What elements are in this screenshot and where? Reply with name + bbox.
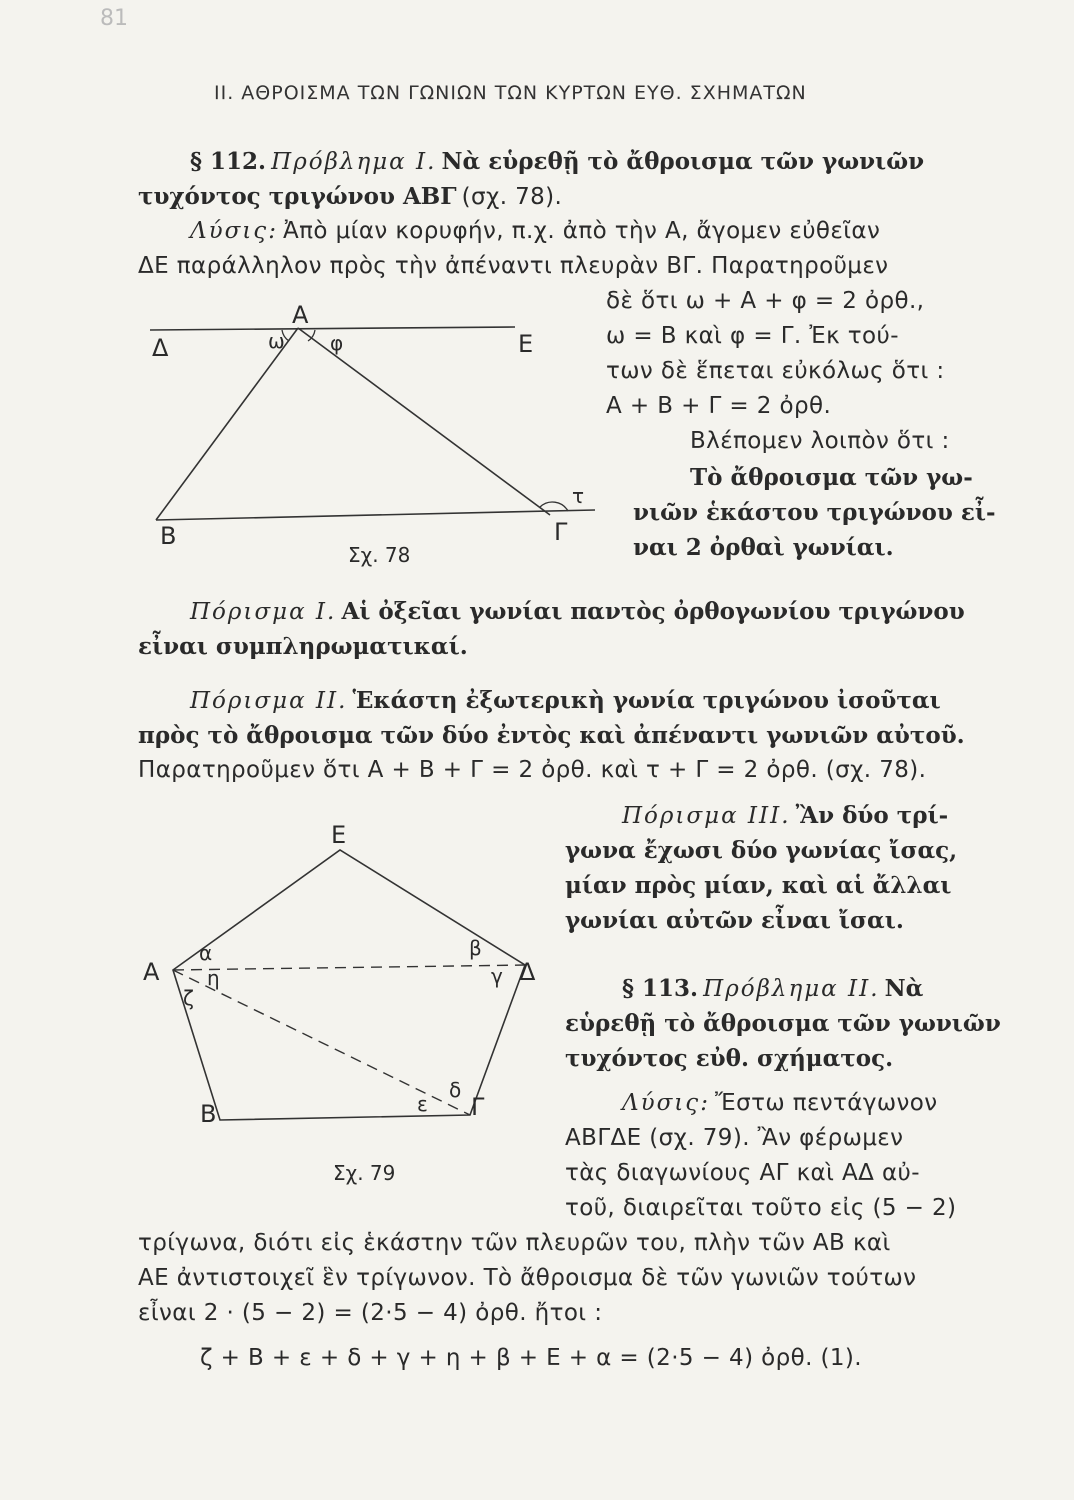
label-B: Β: [200, 1100, 217, 1128]
porisma-1-label: Πόρισμα Ι.: [190, 599, 337, 625]
label-phi: φ: [330, 331, 344, 355]
section-113-lysis-2: ΑΒΓΔΕ (σχ. 79). Ἂν φέρωμεν: [565, 1125, 904, 1151]
label-D: Δ: [152, 334, 169, 362]
section-113-lysis-5: τρίγωνα, διότι εἰς ἑκάστην τῶν πλευρῶν του, πλὴν τῶν ΑΒ καὶ: [138, 1230, 891, 1256]
pentagon-abgde: [173, 850, 525, 1120]
right-text-3: των δὲ ἕπεται εὐκόλως ὅτι :: [606, 358, 945, 384]
label-beta: β: [469, 936, 482, 960]
lysis-text-1: Ἀπὸ μίαν κορυφήν, π.χ. ἀπὸ τὴν Α, ἄγομεν εὐθεῖαν: [283, 218, 881, 244]
porisma-2-line1: [190, 687, 941, 714]
right-text-1: δὲ ὅτι ω + Α + φ = 2 ὀρθ.,: [606, 288, 925, 314]
section-112-line1: [190, 148, 924, 175]
label-E: Ε: [518, 330, 534, 358]
porisma-2-text-1: Ἑκάστη ἐξωτερικὴ γωνία τριγώνου ἰσοῦται: [352, 687, 941, 714]
right-text-5: Βλέπομεν λοιπὸν ὅτι :: [690, 428, 950, 454]
porisma-3-label: Πόρισμα ΙΙΙ.: [622, 803, 791, 829]
figure-78-caption: Σχ. 78: [348, 543, 411, 567]
section-113-lysis-label: Λύσις:: [622, 1090, 710, 1116]
figure-79: [135, 815, 555, 1190]
page-number: 81: [100, 6, 128, 31]
section-112-label: Πρόβλημα Ι.: [271, 149, 437, 175]
label-G: Γ: [554, 518, 568, 546]
section-112-line2: [138, 183, 562, 210]
section-113-lysis-line1: [622, 1090, 937, 1116]
line-de: [150, 327, 515, 330]
section-112-title-2: τυχόντος τριγώνου ΑΒΓ: [138, 183, 457, 210]
right-text-2: ω = Β καὶ φ = Γ. Ἐκ τού-: [606, 323, 899, 349]
label-G: Γ: [471, 1093, 485, 1121]
right-text-4: Α + Β + Γ = 2 ὀρθ.: [606, 393, 832, 419]
section-113-lysis-6: ΑΕ ἀντιστοιχεῖ ἓν τρίγωνον. Τὸ ἄθροισμα δὲ τῶν γωνιῶν τούτων: [138, 1265, 917, 1291]
label-gamma: γ: [491, 964, 503, 988]
label-B: Β: [160, 522, 177, 550]
section-113-label: Πρόβλημα ΙΙ.: [703, 976, 880, 1002]
diagonal-ad: [173, 965, 525, 970]
porisma-3-text-3: μίαν πρὸς μίαν, καὶ αἱ ἄλλαι: [565, 872, 952, 899]
porisma-3-text-2: γωνα ἔχωσι δύο γωνίας ἴσας,: [565, 837, 958, 864]
angle-sum-formula: ζ + Β + ε + δ + γ + η + β + Ε + α = (2·5 − 4) ὀρθ. (1).: [200, 1345, 863, 1371]
label-D: Δ: [519, 958, 536, 986]
section-112-lysis-line1: [190, 218, 880, 244]
side-ab: [156, 328, 298, 520]
label-tau: τ: [572, 484, 585, 508]
label-omega: ω: [268, 329, 285, 353]
section-112-title-1: Νὰ εὑρεθῇ τὸ ἄθροισμα τῶν γωνιῶν: [441, 148, 925, 175]
section-113-lysis-7: εἶναι 2 · (5 − 2) = (2·5 − 4) ὀρθ. ἤτοι :: [138, 1300, 603, 1326]
porisma-1-text-2: εἶναι συμπληρωματικαί.: [138, 633, 468, 660]
label-alpha: α: [199, 941, 213, 965]
figure-79-caption: Σχ. 79: [333, 1161, 396, 1185]
porisma-2-label: Πόρισμα ΙΙ.: [190, 688, 348, 714]
side-ag: [298, 328, 550, 515]
section-113-title-1: Νὰ: [884, 975, 924, 1002]
porisma-3-text-4: γωνίαι αὐτῶν εἶναι ἴσαι.: [565, 907, 904, 934]
lysis-label: Λύσις:: [190, 218, 278, 244]
porisma-1-text-1: Αἱ ὀξεῖαι γωνίαι παντὸς ὀρθογωνίου τριγώνου: [341, 598, 965, 625]
porisma-3-text-1: Ἂν δύο τρί-: [795, 802, 949, 829]
theorem-line-1: Τὸ ἄθροισμα τῶν γω-: [690, 464, 973, 491]
section-113-title-2: εὑρεθῇ τὸ ἄθροισμα τῶν γωνιῶν: [565, 1010, 1001, 1037]
theorem-line-3: ναι 2 ὀρθαὶ γωνίαι.: [633, 534, 894, 561]
section-113-lysis-3: τὰς διαγωνίους ΑΓ καὶ ΑΔ αὐ-: [565, 1160, 920, 1186]
section-113-title-3: τυχόντος εὐθ. σχήματος.: [565, 1045, 894, 1072]
label-epsilon: ε: [417, 1092, 428, 1116]
porisma-2-text-2: πρὸς τὸ ἄθροισμα τῶν δύο ἐντὸς καὶ ἀπέναντι γωνιῶν αὐτοῦ.: [138, 722, 965, 749]
porisma-3-line1: [622, 802, 948, 829]
label-eta: η: [207, 966, 220, 990]
porisma-2-text-3: Παρατηροῦμεν ὅτι Α + Β + Γ = 2 ὀρθ. καὶ τ + Γ = 2 ὀρθ. (σχ. 78).: [138, 757, 927, 783]
figure-78: [140, 290, 600, 580]
angle-tau-arc: [540, 502, 568, 511]
theorem-line-2: νιῶν ἑκάστου τριγώνου εἶ-: [633, 499, 996, 526]
lysis-text-2: ΔΕ παράλληλον πρὸς τὴν ἀπέναντι πλευρὰν ΒΓ. Παρατηροῦμεν: [138, 253, 889, 279]
label-delta: δ: [449, 1078, 462, 1102]
porisma-1-line1: [190, 598, 965, 625]
section-113-number: § 113.: [622, 975, 699, 1002]
running-header: ΙΙ. ΑΘΡΟΙΣΜΑ ΤΩΝ ΓΩΝΙΩΝ ΤΩΝ ΚΥΡΤΩΝ ΕΥΘ. ΣΧΗΜΑΤΩΝ: [214, 82, 807, 104]
label-A: Α: [143, 958, 160, 986]
section-112-number: § 112.: [190, 148, 267, 175]
section-113-lysis-1: Ἔστω πεντάγωνον: [715, 1090, 938, 1116]
label-E: Ε: [331, 821, 347, 849]
section-113-line1: [622, 975, 923, 1002]
section-112-ref: (σχ. 78).: [461, 184, 563, 210]
label-zeta: ζ: [183, 986, 194, 1010]
side-bg-extended: [156, 510, 595, 520]
label-A: Α: [292, 301, 309, 329]
section-113-lysis-4: τοῦ, διαιρεῖται τοῦτο εἰς (5 − 2): [565, 1195, 957, 1221]
